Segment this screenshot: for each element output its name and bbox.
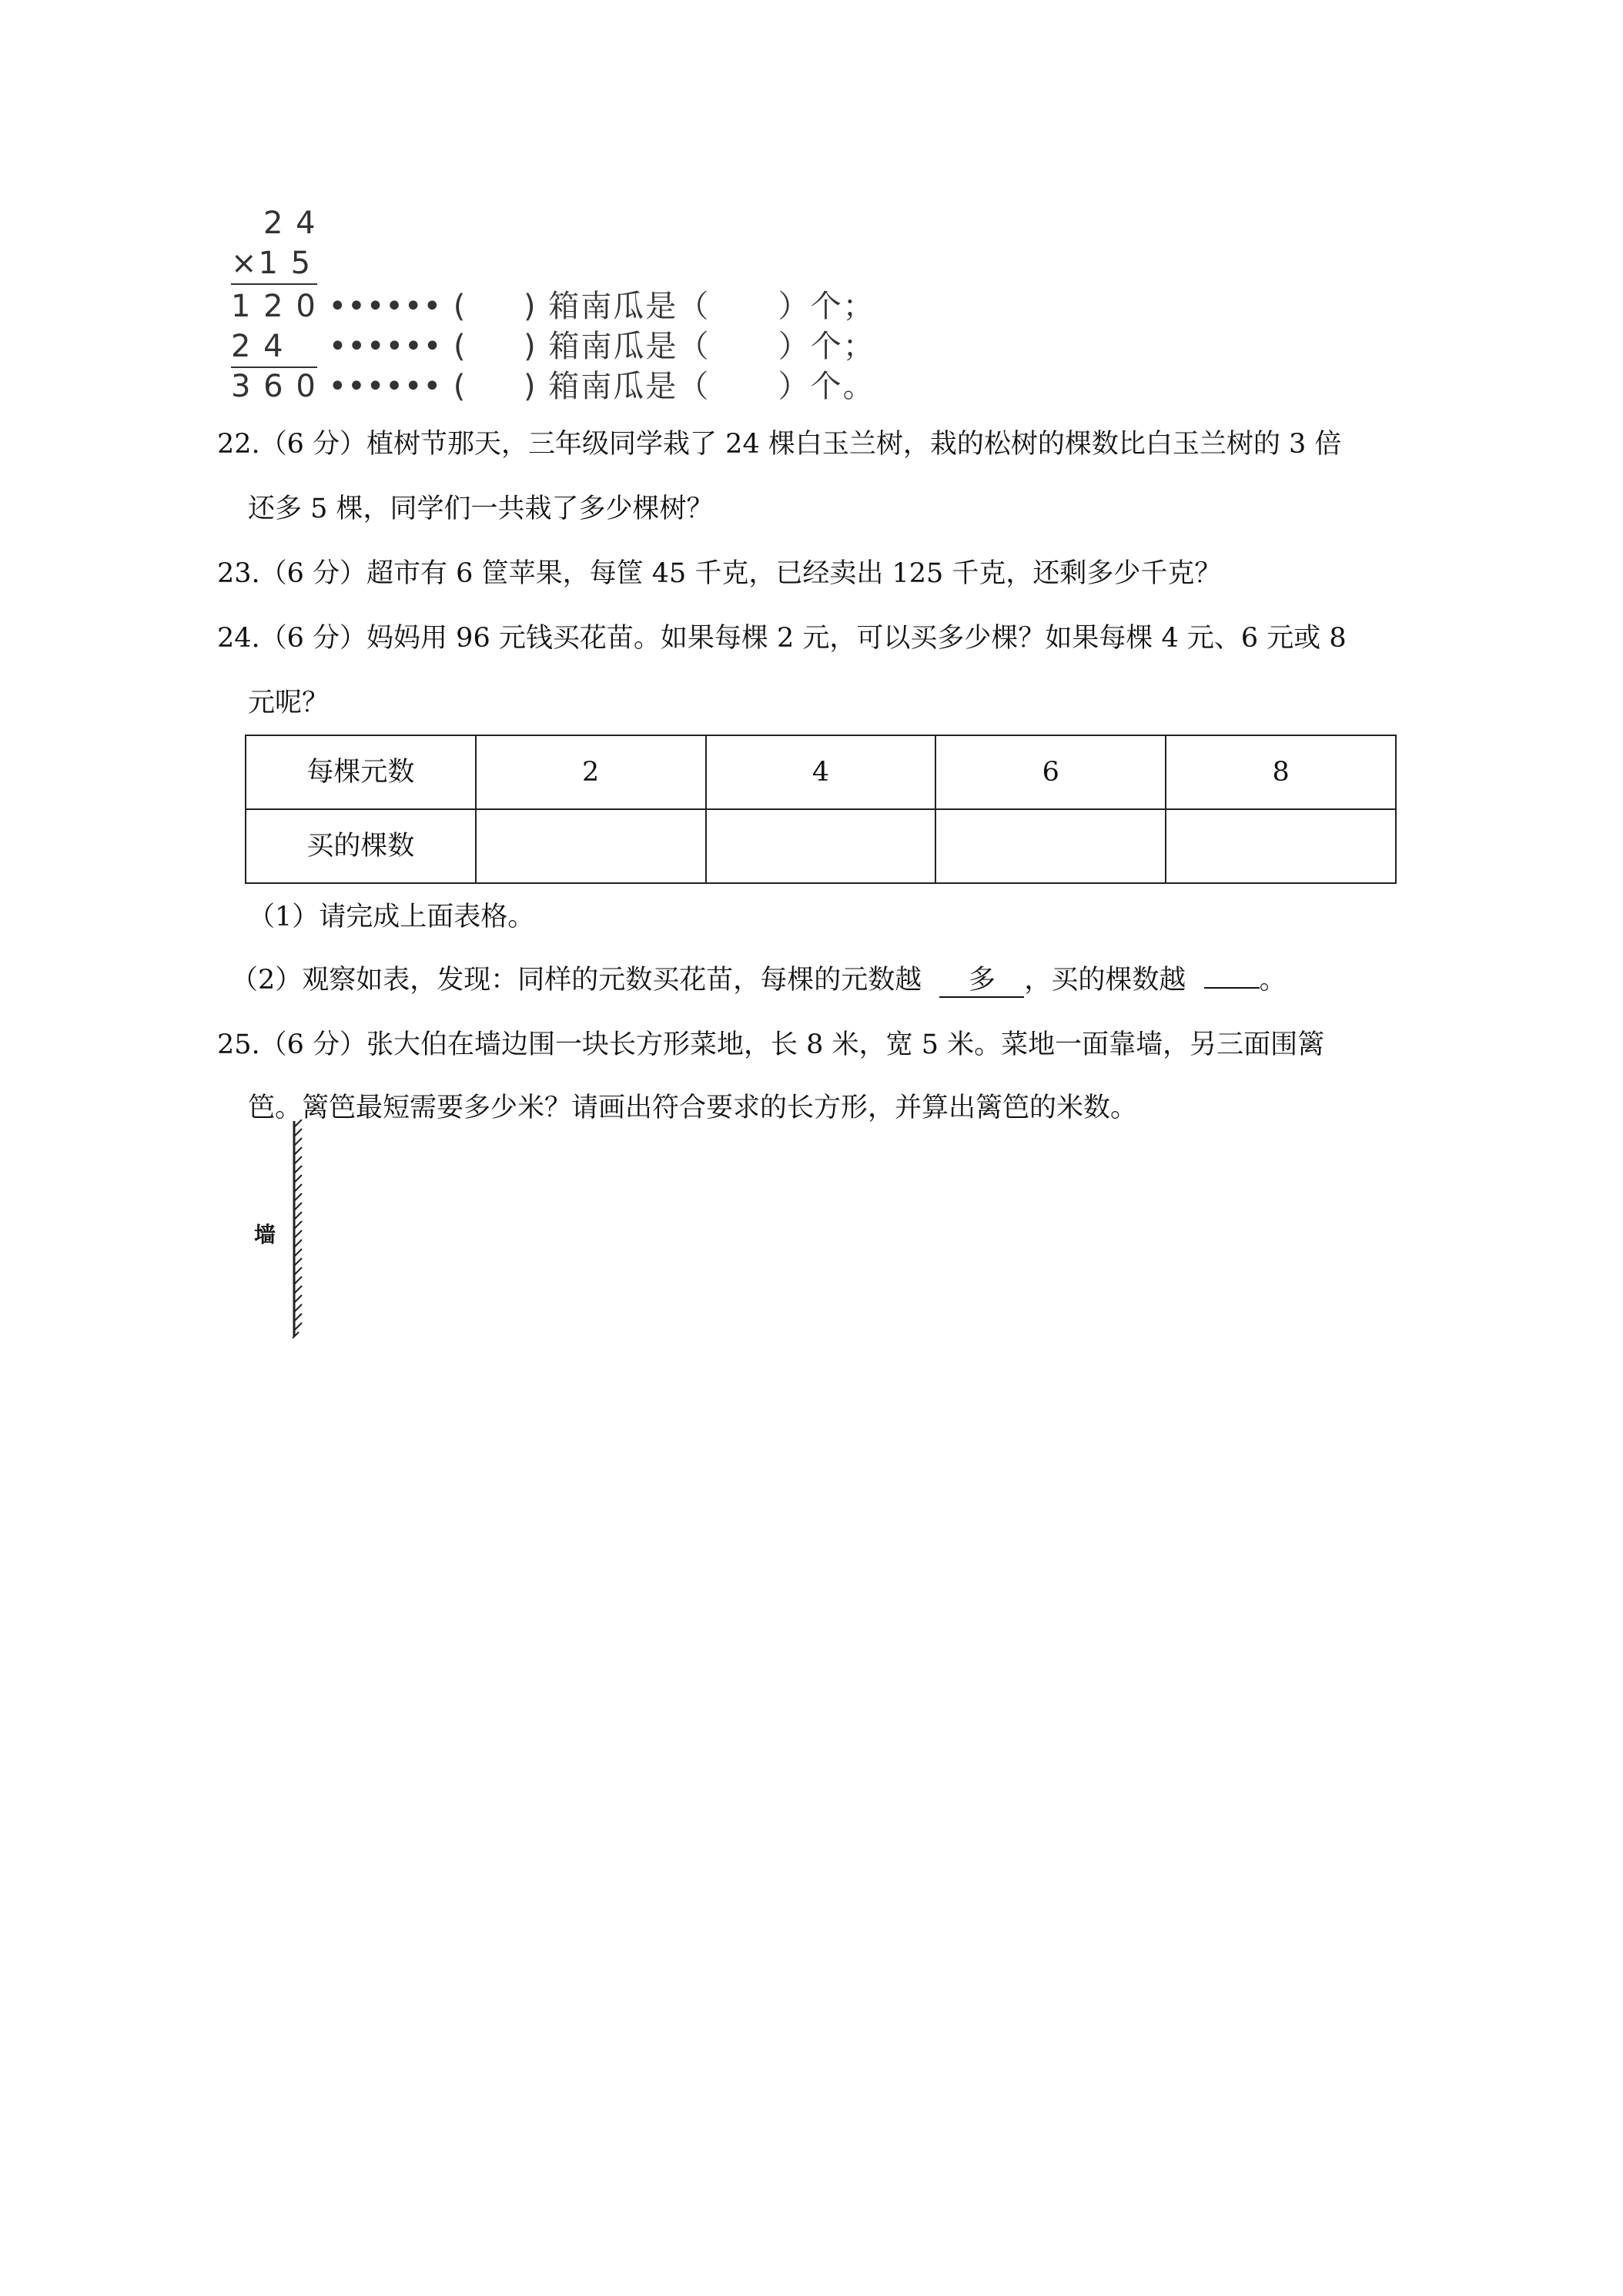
calc-row-1-number: 1 2 0 — [231, 289, 317, 324]
calc-row-2 — [231, 326, 875, 368]
table-row — [246, 735, 1396, 809]
wall-hatch-icon — [277, 1120, 323, 1343]
table-cell: 8 — [1166, 735, 1396, 809]
table-answer-cell[interactable] — [476, 809, 706, 883]
calc-row-1-text: ( ) 箱南瓜是（ ）个； — [453, 289, 875, 324]
table-row — [246, 809, 1396, 883]
calc-row-3 — [231, 366, 875, 407]
table-header-count: 买的棵数 — [246, 809, 476, 883]
calc-row-3-number: 3 6 0 — [231, 369, 317, 404]
question-25-line-2: 笆。篱笆最短需要多少米？请画出符合要求的长方形，并算出篱笆的米数。 — [248, 1093, 1138, 1123]
question-25-line-1: 25.（6 分）张大伯在墙边围一块长方形菜地，长 8 米，宽 5 米。菜地一面靠墙，另三面围篱 — [217, 1029, 1325, 1060]
calc-row-1-dots: •••••• — [328, 289, 443, 324]
question-22-line-1: 22.（6 分）植树节那天，三年级同学栽了 24 棵白玉兰树，栽的松树的棵数比白玉兰树的 3 倍 — [217, 429, 1342, 460]
question-24-sub-1: （1）请完成上面表格。 — [248, 902, 535, 932]
calc-row-2-dots: •••••• — [328, 329, 443, 364]
sub-2-answer-blank[interactable]: 多 — [939, 964, 1024, 998]
calc-row-2-number: 2 4 — [231, 326, 317, 368]
calc-line-multiplicand: 2 4 — [263, 206, 317, 241]
table-cell: 2 — [476, 735, 706, 809]
question-24-line-2: 元呢？ — [248, 688, 330, 718]
question-24-line-1: 24.（6 分）妈妈用 96 元钱买花苗。如果每棵 2 元，可以买多少棵？如果每棵 4 元、6 元或 8 — [217, 623, 1347, 654]
table-answer-cell[interactable] — [935, 809, 1166, 883]
calc-line-multiplier: ×1 5 — [231, 246, 313, 281]
calc-row-3-dots: •••••• — [328, 369, 443, 404]
table-header-price: 每棵元数 — [246, 735, 476, 809]
question-24-sub-2 — [231, 961, 1287, 999]
table-answer-cell[interactable] — [706, 809, 936, 883]
calc-row-2-text: ( ) 箱南瓜是（ ）个； — [453, 329, 875, 364]
sub-2-prefix: （2）观察如表，发现：同样的元数买花苗，每棵的元数越 — [231, 965, 922, 996]
table-cell: 6 — [935, 735, 1166, 809]
price-count-table — [245, 735, 1397, 884]
table-cell: 4 — [706, 735, 936, 809]
wall-label: 墙 — [254, 1222, 276, 1247]
calc-row-1 — [231, 286, 875, 326]
sub-2-middle: ，买的棵数越 — [1024, 965, 1186, 996]
sub-2-suffix: 。 — [1259, 965, 1287, 996]
table-answer-cell[interactable] — [1166, 809, 1396, 883]
calc-separator-line — [231, 283, 317, 285]
calc-row-3-text: ( ) 箱南瓜是（ ）个。 — [453, 369, 875, 404]
question-23-line-1: 23.（6 分）超市有 6 筐苹果，每筐 45 千克，已经卖出 125 千克，还剩多少千克？ — [217, 558, 1222, 589]
sub-2-answer-blank-2[interactable] — [1204, 987, 1260, 989]
question-22-line-2: 还多 5 棵，同学们一共栽了多少棵树？ — [248, 494, 714, 524]
